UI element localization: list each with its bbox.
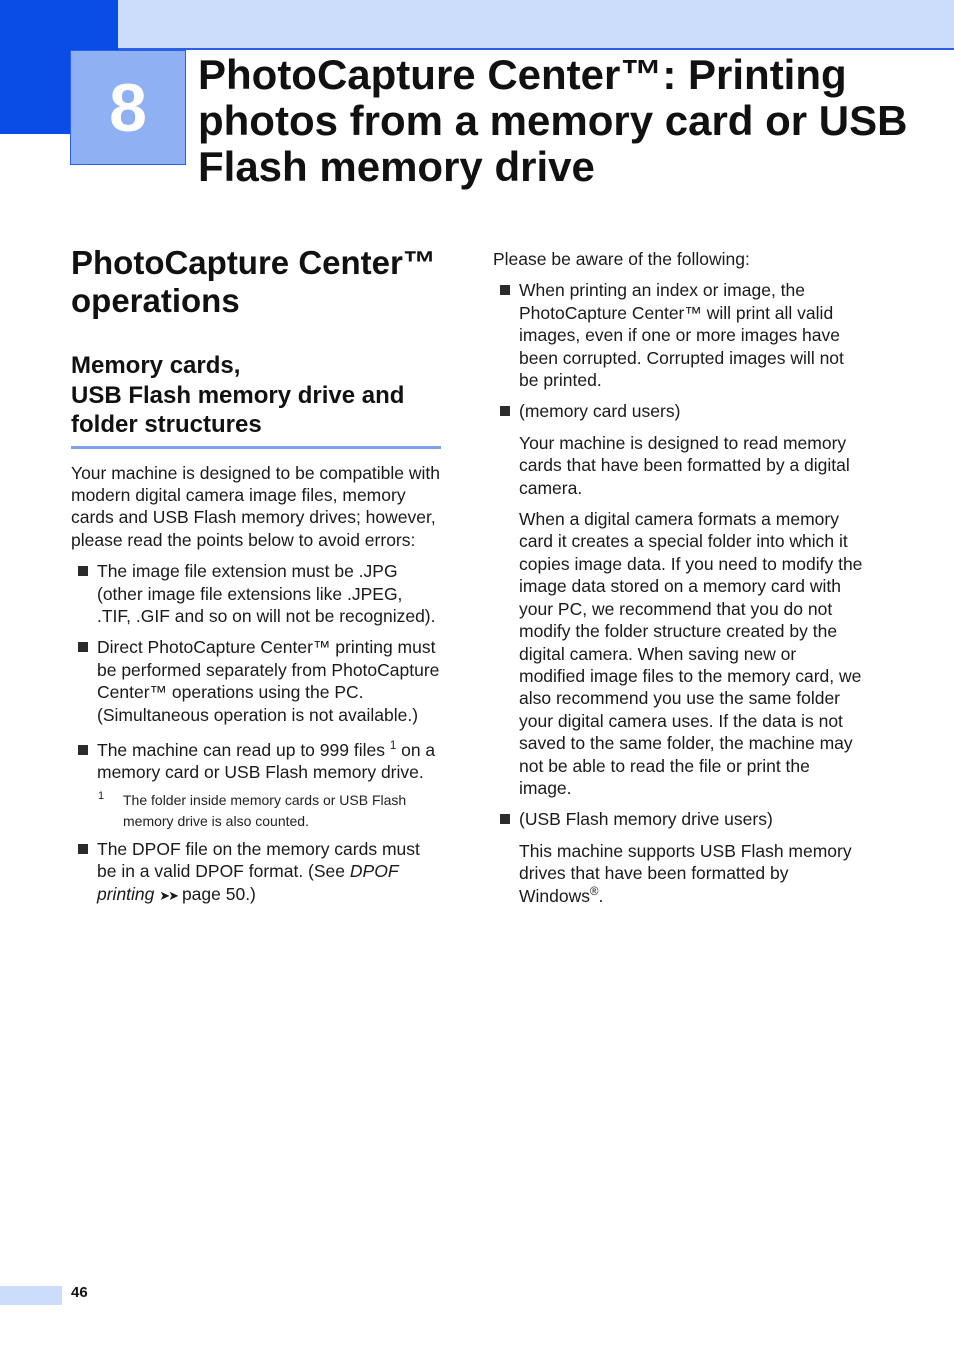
list-item: [71, 739, 441, 784]
subheading-line-1: Memory cards,: [71, 352, 241, 379]
footnote-text: The folder inside memory cards or USB Flash memory drive is also counted.: [123, 791, 407, 829]
usb-paragraph: [493, 840, 865, 907]
list-item: [71, 560, 441, 627]
memory-card-paragraph-2: When a digital camera formats a memory card it creates a special folder into which it copies image data. If you need to modify the image data stored on a memory card with your PC, we recommend that you do not modify the folder structure created by the digital camera. When saving new or modified image files to the memory card, we also recommend you use the same folder your digital camera uses. If the data is not saved to the same folder, the machine may not be able to read the file or print the image.: [519, 509, 863, 798]
right-bullet-list: [493, 279, 865, 422]
bullet-square-icon: [78, 566, 88, 576]
bullet-square-icon: [78, 642, 88, 652]
bullet-text: The machine can read up to 999 files: [97, 739, 390, 760]
list-item: [71, 838, 441, 907]
bullet-text: (memory card users): [519, 401, 681, 422]
bullet-text: (USB Flash memory drive users): [519, 809, 773, 830]
double-chevron-icon: ➤➤: [159, 887, 178, 903]
footnote-ref: 1: [389, 740, 397, 753]
bullet-square-icon: [78, 745, 88, 755]
header-band: [0, 0, 954, 49]
right-bullet-list-2: [493, 808, 865, 830]
list-item: [493, 400, 865, 422]
subheading-line-2: USB Flash memory drive and folder structures: [71, 381, 405, 438]
bullet-square-icon: [500, 406, 510, 416]
usb-paragraph-end: .: [598, 885, 604, 906]
registered-mark: ®: [590, 885, 599, 898]
left-column: [71, 244, 441, 907]
bullet-square-icon: [500, 814, 510, 824]
chapter-number-box: [70, 50, 186, 165]
left-bullet-list: [71, 560, 441, 784]
bullet-text: The image file extension must be .JPG (other image file extensions like .JPEG, .TIF, .GIF and so on will not be recognized).: [97, 561, 436, 626]
bullet-text: The DPOF file on the memory cards must be in a valid DPOF format. (See: [97, 838, 420, 882]
page-number-tab: [0, 1286, 62, 1305]
subheading: [71, 351, 441, 440]
bullet-text: Direct PhotoCapture Center™ printing must be performed separately from PhotoCapture Center™ operations using the PC. (Simultaneous operation is not available.): [97, 637, 440, 725]
chapter-title: PhotoCapture Center™: Printing photos from a memory card or USB Flash memory drive: [198, 51, 908, 190]
bullet-text-cont: page 50.): [177, 883, 256, 904]
bullet-text: When printing an index or image, the PhotoCapture Center™ will print all valid images, even if one or more images have been corrupted. Corrupted images will not be printed.: [519, 280, 844, 391]
page-number: 46: [71, 1284, 88, 1301]
list-item: [493, 279, 865, 391]
footnote-number: 1: [98, 789, 105, 802]
left-bullet-list-2: [71, 838, 441, 907]
bullet-text-cont: on a memory card or USB Flash memory drive.: [97, 739, 436, 783]
intro-paragraph: Your machine is designed to be compatible with modern digital camera image files, memory cards and USB Flash memory drives; however, please read the points below to avoid errors:: [71, 462, 441, 550]
bullet-square-icon: [78, 844, 88, 854]
right-intro: Please be aware of the following:: [493, 249, 750, 269]
dpof-printing-link[interactable]: DPOF printing: [97, 861, 399, 904]
section-title: PhotoCapture Center™ operations: [71, 244, 436, 319]
memory-card-paragraph-1: Your machine is designed to read memory cards that have been formatted by a digital camera.: [519, 432, 850, 498]
list-item: [493, 808, 865, 830]
header-rule: [118, 48, 954, 50]
usb-paragraph-text: This machine supports USB Flash memory drives that have been formatted by Windows: [519, 840, 852, 906]
footnote: [71, 790, 441, 832]
chapter-number: 8: [109, 69, 147, 146]
right-column: [493, 248, 865, 907]
list-item: [71, 636, 441, 726]
bullet-square-icon: [500, 285, 510, 295]
subheading-block: [71, 351, 441, 449]
